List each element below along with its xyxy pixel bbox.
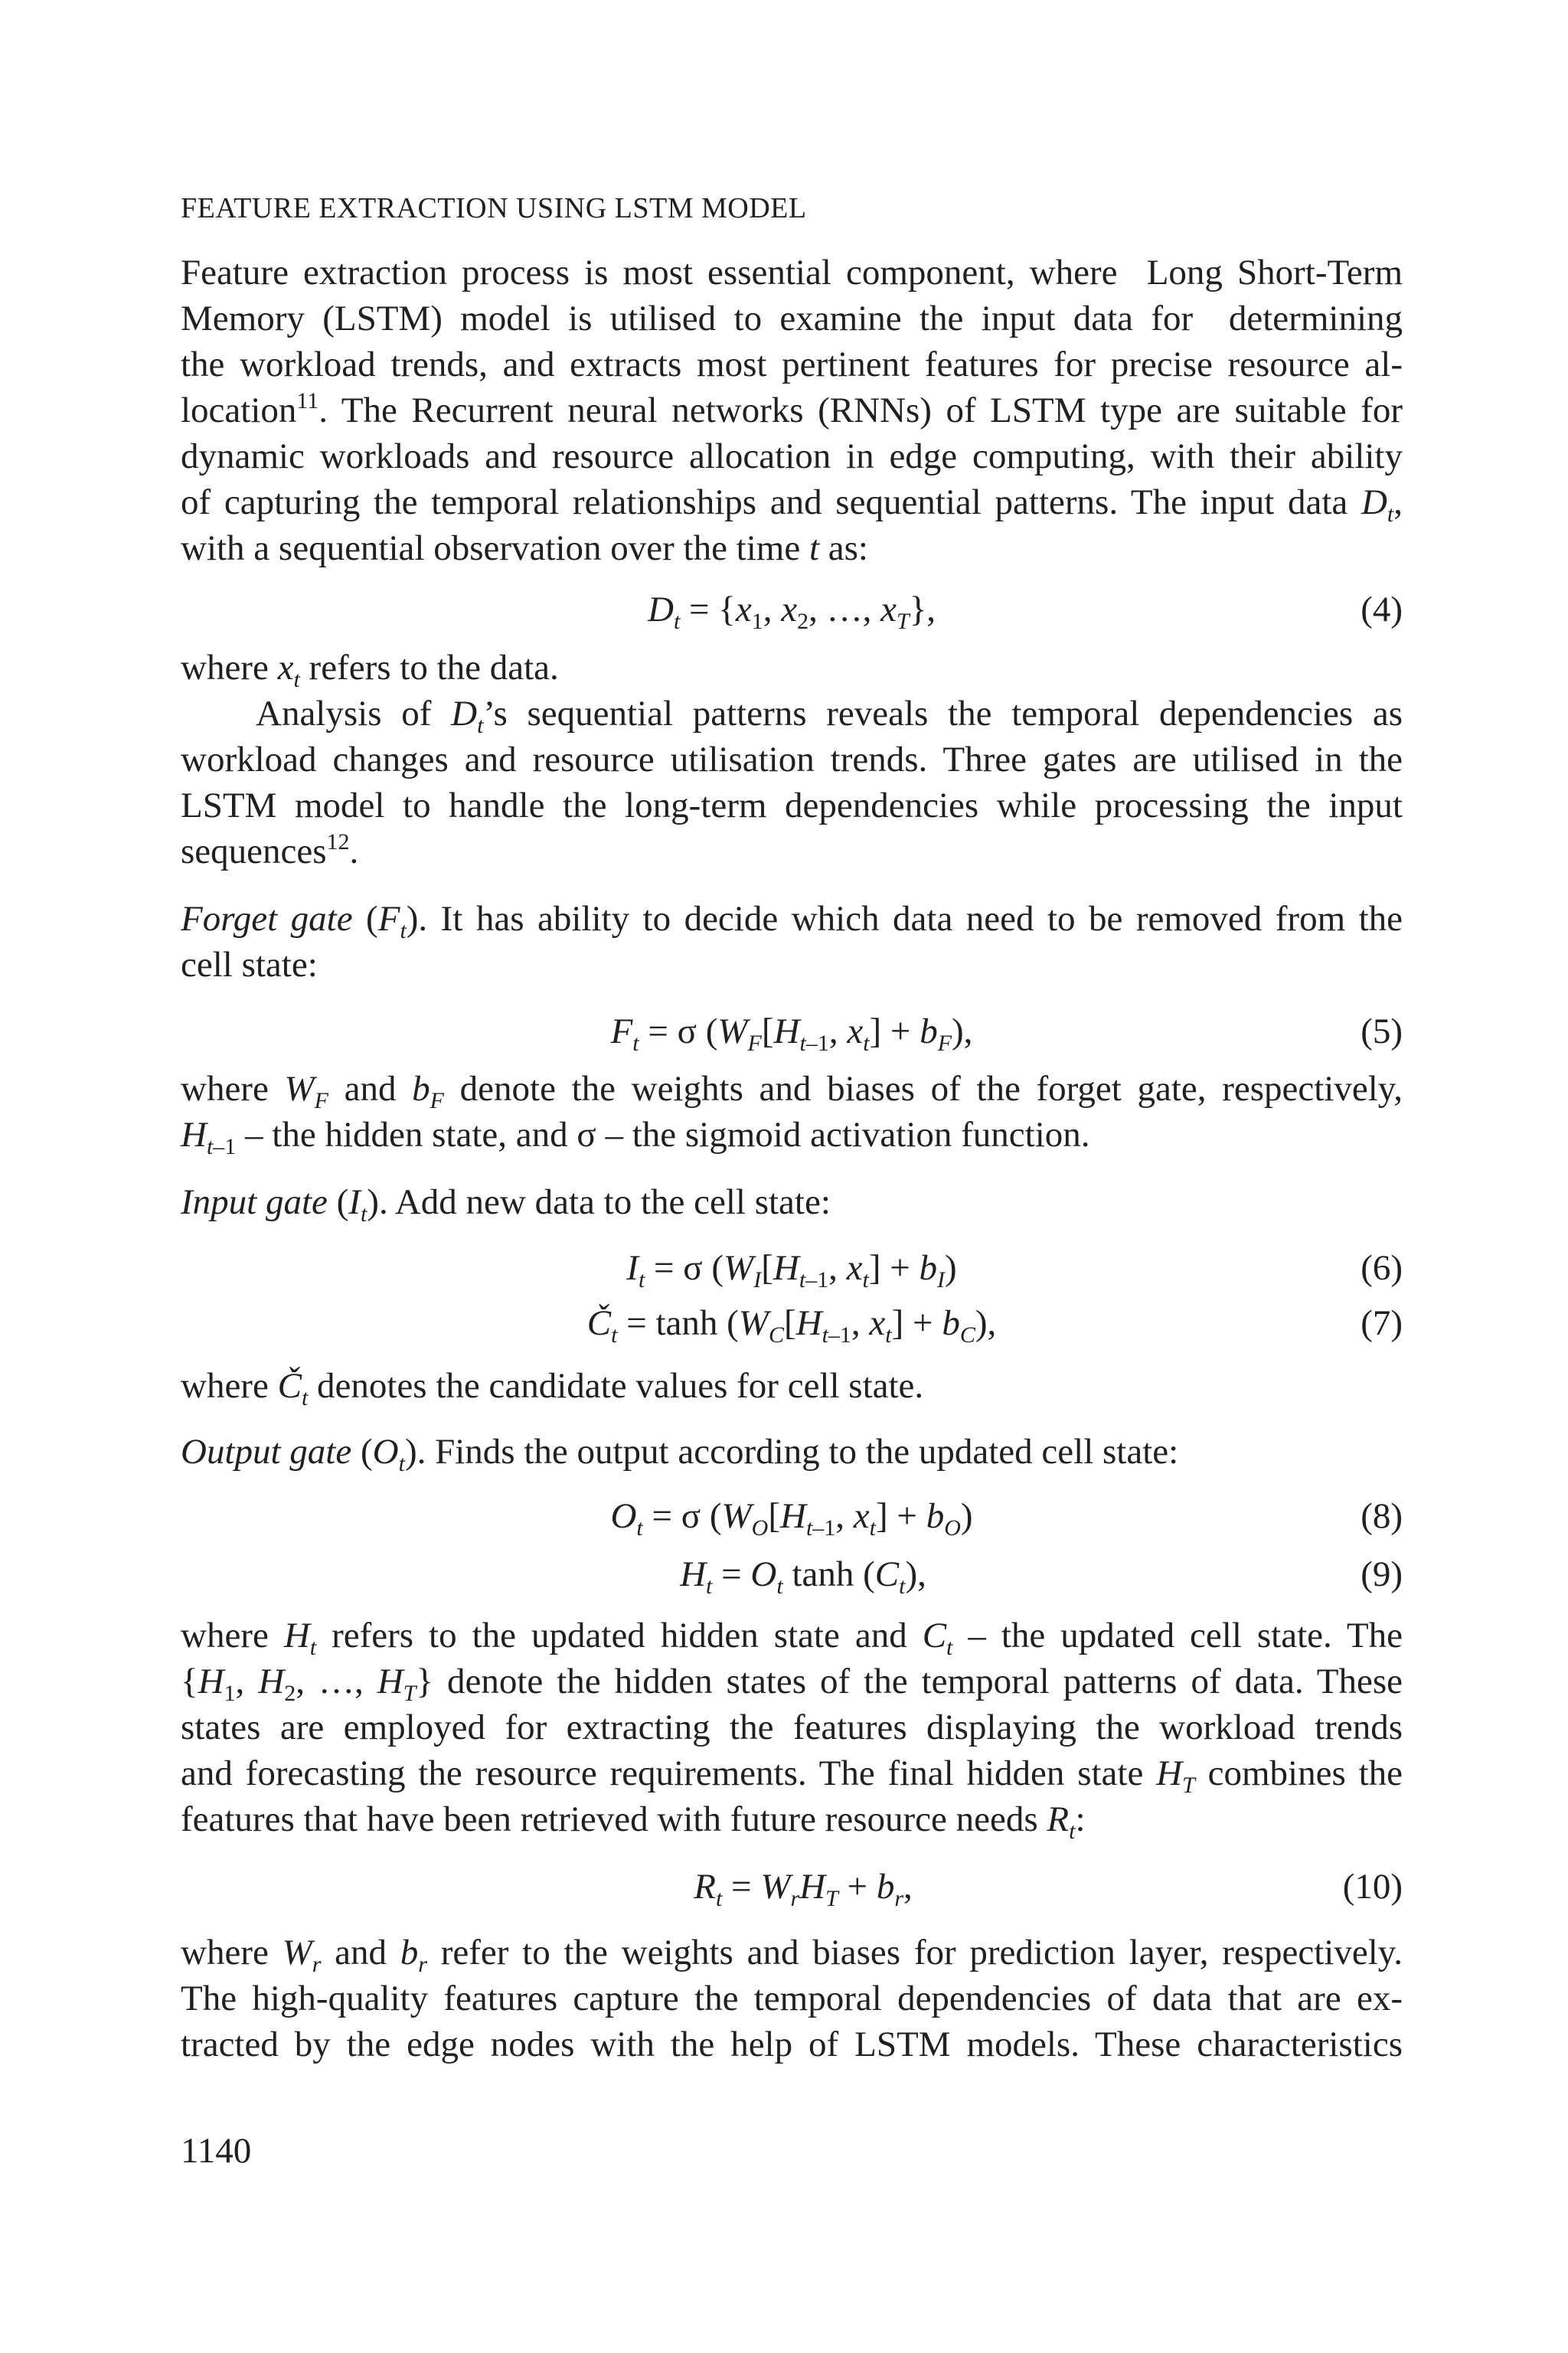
gate-label: Forget gate [181,899,353,939]
equation-4 [181,587,1403,632]
equation-5 [181,1008,1403,1054]
text-line: features that have been retrieved with future resource needs $R_t$: [181,1799,1086,1844]
equation-number: (5) [1361,1011,1403,1051]
citation-ref: 11 [296,388,319,413]
paragraph-candidate [181,1363,1403,1409]
text-line: Input gate $(I_t)$. Add new data to the cell state: [181,1182,831,1227]
paragraph-input-gate [181,1179,1403,1225]
text-line: where $Č_t$ denotes the candidate values for cell state. [181,1366,924,1410]
equation-formula: $O_t = \sigma$ ($W_O[H_{t-1}$, $x_t] + b_O$) [610,1496,973,1541]
paragraph-forget-where [181,1066,1403,1158]
text-line: the workload trends, and extracts most pertinent features for precise resource al- [181,345,1403,384]
equation-9 [181,1551,1403,1597]
equation-number: (7) [1361,1303,1403,1343]
equation-number: (10) [1342,1867,1403,1907]
equation-formula: $H_t = O_t$ $\tanh (C_t)$, [680,1554,926,1599]
equation-formula: $R_t = W_rH_T + b_r$, [694,1867,913,1911]
equation-formula: $Č_t = \tanh (W_C[H_{t-1}$, $x_t] + b_C$), [586,1303,997,1348]
text-line: location$^{11}$. The Recurrent neural networks (RNNs) of LSTM type are suitable for [181,388,1403,430]
text-line: {$H_1$, $H_2$, …, $H_T$} denote the hidden states of the temporal patterns of data. These [181,1662,1403,1706]
equation-6 [181,1245,1403,1291]
text-line: The high-quality features capture the temporal dependencies of data that are ex- [181,1979,1403,2018]
gate-label: Input gate [181,1182,328,1222]
text-line: sequences$^{12}$. [181,829,359,871]
equation-7 [181,1300,1403,1346]
paragraph-output-gate [181,1429,1403,1475]
gate-label: Output gate [181,1432,352,1472]
text-line: cell state: [181,945,318,985]
equation-formula: $F_t = \sigma$ ($W_F[H_{t-1}$, $x_t] + b_F$), [610,1011,973,1056]
section-heading: FEATURE EXTRACTION USING LSTM MODEL [181,192,807,224]
text-line: with a sequential observation over the time t as: [181,528,868,568]
text-line: Output gate $(O_t)$. Finds the output according to the updated cell state: [181,1432,1179,1476]
paragraph-hidden-states [181,1613,1403,1842]
text-line: $H_{t-1}$ – the hidden state, and σ – the sigmoid activation function. [181,1115,1090,1159]
paragraph-forget-gate [181,896,1403,988]
text-line: workload changes and resource utilisation trends. Three gates are utilised in the [181,740,1403,779]
text-line: dynamic workloads and resource allocation in edge computing, with their ability [181,436,1403,476]
text-line: states are employed for extracting the features displaying the workload trends [181,1708,1403,1747]
paragraph-intro [181,250,1403,571]
equation-number: (8) [1361,1496,1403,1536]
equation-number: (9) [1361,1554,1403,1594]
text-line: LSTM model to handle the long-term dependencies while processing the input [181,786,1403,825]
text-line: where $H_t$ refers to the updated hidden state and $C_t$ – the updated cell state. The [181,1616,1403,1660]
equation-10 [181,1864,1403,1910]
paragraph-dependencies [181,645,1403,874]
equation-formula: $D_t = \{x_1$, $x_2$, …, $x_T$}, [648,590,936,634]
page-number: 1140 [181,2131,252,2171]
text-line: where $W_F$ and $b_F$ denote the weights and biases of the forget gate, respectively, [181,1069,1403,1113]
text-line: Forget gate $(F_t)$. It has ability to decide which data need to be removed from the [181,899,1403,943]
text-line: where $x_t$ refers to the data. [181,648,559,692]
equation-8 [181,1493,1403,1539]
text-line: Feature extraction process is most essential component, where Long Short-Term [181,253,1403,292]
paragraph-prediction [181,1930,1403,2067]
text-line: Memory (LSTM) model is utilised to examine the input data for determining [181,299,1403,338]
text-line: tracted by the edge nodes with the help of LSTM models. These characteristics [181,2025,1403,2064]
text-line: of capturing the temporal relationships and sequential patterns. The input data $D_t$, [181,482,1403,527]
text-line: where $W_r$ and $b_r$ refer to the weights and biases for prediction layer, respectively. [181,1933,1403,1977]
equation-number: (4) [1361,590,1403,629]
citation-ref: 12 [326,829,350,855]
text-line: and forecasting the resource requirements. The final hidden state $H_T$ combines the [181,1753,1403,1798]
equation-formula: $I_t = \sigma$ ($W_I[H_{t-1}$, $x_t] + b_I$) [626,1248,957,1293]
equation-number: (6) [1361,1248,1403,1288]
text-line: Analysis of $D_t’s$ sequential patterns reveals the temporal dependencies as [256,694,1403,738]
